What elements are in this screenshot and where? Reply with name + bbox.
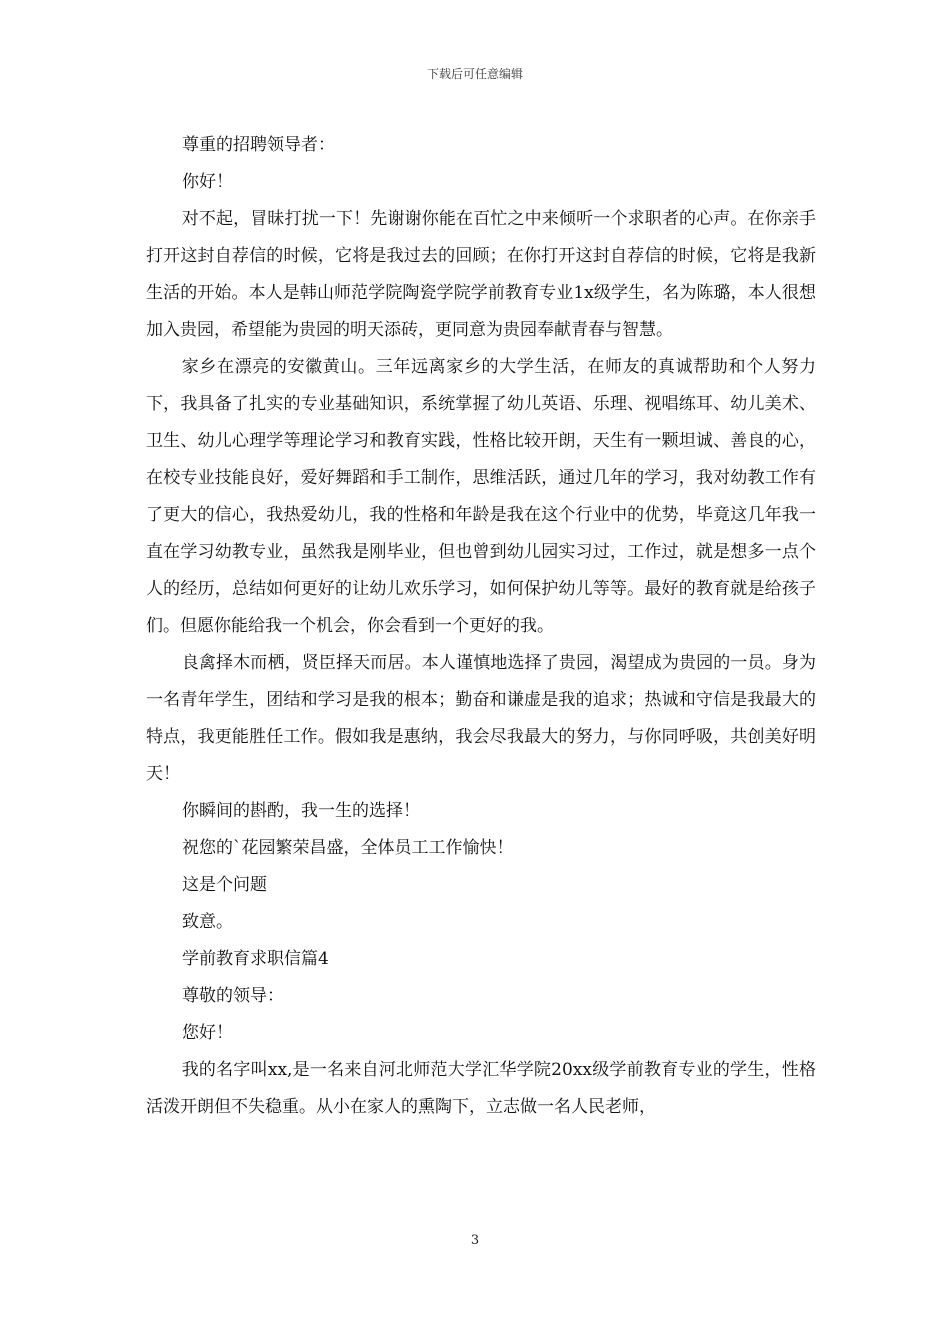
page-number: 3 — [470, 1233, 480, 1248]
closing-line-2: 祝您的`花园繁荣昌盛，全体员工工作愉快！ — [182, 838, 514, 858]
section-greeting: 您好！ — [182, 1023, 233, 1043]
letter-paragraph-1: 对不起，冒昧打扰一下！先谢谢你能在百忙之中来倾听一个求职者的心声。在你亲手打开这封自荐信的时候，它将是我过去的回顾；在你打开这封自荐信的时候，它将是我新生活的开始。本人是韩山师范学院陶瓷学院学前教育专业1x级学生，名为陈璐，本人很想加入贵园，希望能为贵园的明天添砖，更同意为贵园奉献青春与智慧。 — [146, 209, 816, 340]
section-salutation: 尊敬的领导： — [182, 986, 284, 1006]
page-header-note: 下载后可任意编辑 — [426, 67, 523, 81]
closing-line-4: 致意。 — [182, 912, 233, 932]
letter-greeting: 你好！ — [182, 172, 233, 192]
letter-paragraph-3: 良禽择木而栖，贤臣择天而居。本人谨慎地选择了贵园，渴望成为贵园的一员。身为一名青年学生，团结和学习是我的根本；勤奋和谦虚是我的追求；热诚和守信是我最大的特点，我更能胜任工作。假如我是惠纳，我会尽我最大的努力，与你同呼吸，共创美好明天！ — [146, 653, 816, 784]
closing-line-1: 你瞬间的斟酌，我一生的选择！ — [182, 801, 420, 821]
section-paragraph: 我的名字叫xx,是一名来自河北师范大学汇华学院20xx级学前教育专业的学生，性格活泼开朗但不失稳重。从小在家人的熏陶下，立志做一名人民老师， — [146, 1060, 816, 1117]
closing-line-3: 这是个问题 — [182, 875, 267, 895]
letter-salutation: 尊重的招聘领导者： — [182, 135, 335, 155]
section-heading: 学前教育求职信篇4 — [182, 949, 329, 969]
letter-paragraph-2: 家乡在漂亮的安徽黄山。三年远离家乡的大学生活，在师友的真诚帮助和个人努力下，我具备了扎实的专业基础知识，系统掌握了幼儿英语、乐理、视唱练耳、幼儿美术、卫生、幼儿心理学等理论学习和教育实践，性格比较开朗，天生有一颗坦诚、善良的心，在校专业技能良好，爱好舞蹈和手工制作，思维活跃，通过几年的学习，我对幼教工作有了更大的信心，我热爱幼儿，我的性格和年龄是我在这个行业中的优势，毕竟这几年我一直在学习幼教专业，虽然我是刚毕业，但也曾到幼儿园实习过，工作过，就是想多一点个人的经历，总结如何更好的让幼儿欢乐学习，如何保护幼儿等等。最好的教育就是给孩子们。但愿你能给我一个机会，你会看到一个更好的我。 — [146, 357, 816, 636]
document-body — [146, 127, 816, 1126]
